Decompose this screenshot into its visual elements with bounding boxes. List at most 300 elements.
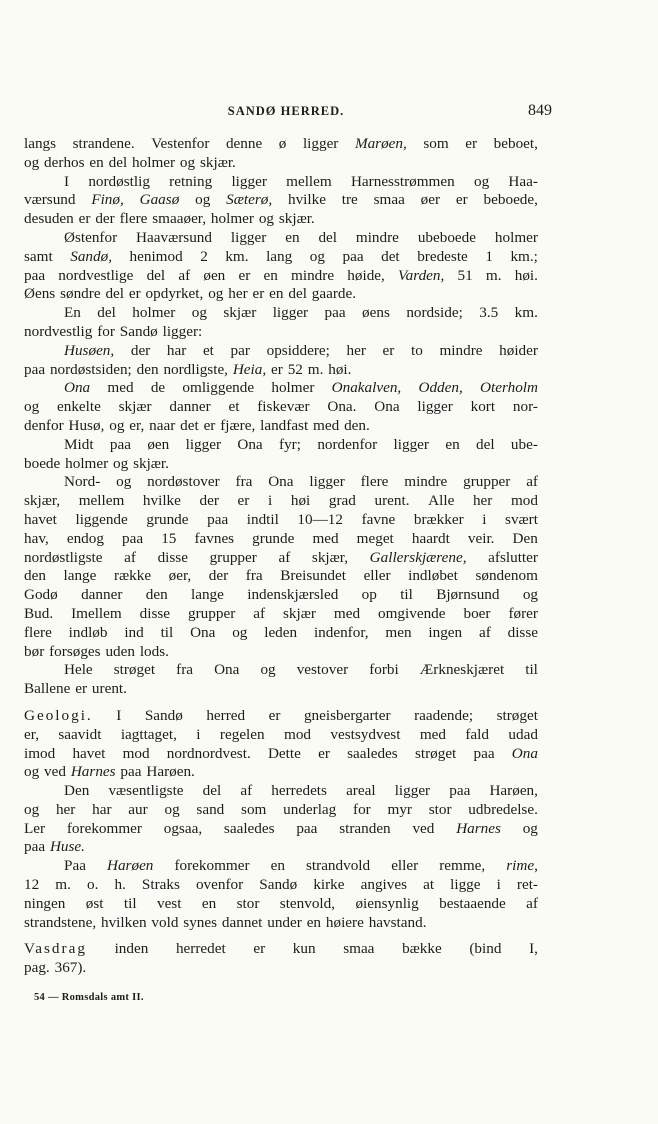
word: Dette	[267, 744, 301, 762]
word: her	[472, 492, 493, 510]
word: urent.	[91, 680, 127, 698]
word: en	[270, 857, 285, 875]
italic-word: Huse.	[49, 838, 85, 856]
word: leden	[264, 623, 298, 641]
word: myr	[387, 800, 412, 818]
word: herred	[206, 706, 246, 724]
word: er	[78, 210, 91, 228]
word: Den	[64, 782, 90, 800]
word: række	[113, 567, 152, 585]
word: er	[382, 341, 395, 359]
word: havet	[24, 510, 57, 528]
word: skjær.	[278, 210, 315, 228]
word: Breisundet	[280, 567, 346, 585]
word: øiensynlig	[355, 894, 419, 912]
text-line	[24, 940, 538, 959]
text-line	[24, 191, 538, 210]
word: paa	[122, 529, 144, 547]
word: holmer	[494, 228, 538, 246]
word: ogsaa,	[163, 819, 203, 837]
word: grupper	[209, 548, 257, 566]
word: nordligste,	[163, 360, 228, 378]
word: ligger	[302, 135, 339, 152]
word: henimod	[129, 247, 183, 265]
word: saaledes	[223, 819, 275, 837]
text-line	[24, 549, 538, 568]
word: flere	[119, 210, 148, 228]
word: og	[522, 586, 538, 604]
word: forbi	[369, 661, 399, 679]
text-line	[24, 726, 538, 745]
word: del	[146, 266, 166, 284]
text-line	[24, 820, 538, 839]
word: 12	[24, 876, 40, 894]
word: ved	[412, 819, 435, 837]
word: 367).	[54, 959, 87, 977]
word: uden	[105, 642, 135, 660]
text-line	[24, 304, 538, 323]
word: hvilke	[287, 191, 326, 209]
text-line	[24, 379, 538, 398]
text-line	[24, 210, 538, 229]
italic-word: Ona	[511, 744, 538, 762]
word: ligger	[231, 172, 267, 190]
text-line	[24, 745, 538, 764]
word: høi.	[328, 360, 352, 378]
word: boede	[24, 454, 61, 472]
word: og	[24, 398, 40, 416]
word: her	[346, 341, 366, 359]
word: ingen	[428, 623, 463, 641]
word: og	[191, 304, 207, 322]
word: er	[253, 940, 266, 958]
word: væsentligste	[108, 782, 184, 800]
text-line	[24, 680, 538, 699]
text-line	[24, 267, 538, 286]
word: del	[108, 153, 128, 171]
italic-word: Gaasø	[139, 191, 180, 209]
text-line	[24, 473, 538, 492]
word: mod	[284, 725, 312, 743]
word: gneisbergarter	[303, 706, 391, 724]
word: indløbet	[408, 567, 458, 585]
word: eller	[363, 567, 391, 585]
word: er	[465, 135, 478, 152]
word: ind	[124, 623, 144, 641]
word: fyr;	[279, 435, 301, 453]
word: Ona	[237, 435, 263, 453]
italic-word: rime,	[506, 857, 538, 875]
word: derhos	[44, 153, 85, 171]
word: af	[240, 782, 253, 800]
word: omliggende	[182, 379, 255, 397]
word: raadende;	[414, 706, 474, 724]
word: vest	[156, 894, 182, 912]
word: men	[385, 623, 412, 641]
text-line	[24, 248, 538, 267]
word: bør	[24, 642, 45, 660]
word: lange	[191, 586, 224, 604]
word: til	[525, 661, 538, 679]
word: forekommer	[66, 819, 142, 837]
word: ligger:	[162, 322, 203, 340]
word: en	[201, 894, 217, 912]
italic-word: Harnes	[456, 819, 501, 837]
word: fjære,	[220, 416, 256, 434]
word: der	[130, 341, 151, 359]
word: paa	[449, 782, 471, 800]
word: Haa-	[508, 172, 538, 190]
word: og	[208, 285, 224, 303]
word: 2	[200, 247, 208, 265]
word: bredeste	[417, 247, 468, 265]
word: En	[64, 304, 81, 322]
word: vold	[151, 913, 179, 931]
word: strøget	[113, 661, 156, 679]
word: favnes	[194, 529, 235, 547]
word: Ærkneskjæret	[419, 661, 505, 679]
word: øer	[420, 191, 441, 209]
word: pag.	[24, 959, 50, 977]
word: en	[445, 435, 460, 453]
word: og	[195, 191, 211, 209]
word: Ballene	[24, 680, 71, 698]
word: (bind	[469, 940, 502, 958]
word: skjær,	[24, 492, 61, 510]
word: grad	[328, 492, 356, 510]
word: I	[116, 706, 122, 724]
word: grupper	[463, 473, 511, 491]
word: hvilke	[142, 492, 181, 510]
word: og	[232, 623, 248, 641]
word: saavidt	[58, 725, 102, 743]
word: herredets	[271, 782, 327, 800]
word: skjær,	[311, 548, 349, 566]
word: denne	[225, 135, 263, 152]
word: m.	[307, 360, 324, 378]
word: under	[267, 913, 302, 931]
word: her	[55, 800, 76, 818]
word: af	[526, 894, 538, 912]
text-line	[24, 398, 538, 417]
word: langs	[24, 135, 57, 152]
word: holmer	[65, 454, 109, 472]
word: skjær	[118, 398, 152, 416]
text-line	[24, 342, 538, 361]
word: er	[237, 492, 250, 510]
word: øer,	[168, 567, 192, 585]
word: ø	[278, 135, 287, 152]
word: ube-	[510, 435, 538, 453]
word: flere	[360, 473, 389, 491]
word: areal	[346, 782, 376, 800]
word: udad	[508, 725, 538, 743]
word: det	[381, 247, 400, 265]
word: Alle	[428, 492, 455, 510]
word: endog	[66, 529, 104, 547]
word: paa	[109, 435, 131, 453]
word: Vestenfor	[151, 135, 210, 152]
word: Nord-	[64, 473, 101, 491]
word: Øens	[24, 285, 56, 303]
word: danner	[169, 398, 211, 416]
word: her	[228, 285, 248, 303]
word: nordside;	[406, 304, 463, 322]
text-line	[24, 586, 538, 605]
word: til	[123, 894, 137, 912]
word: km.;	[510, 247, 538, 265]
word: en	[263, 266, 278, 284]
italic-word: Finø,	[91, 191, 124, 209]
word: grunde	[252, 529, 295, 547]
word: strandstene,	[24, 913, 97, 931]
word: det	[180, 416, 199, 434]
word: strøget	[414, 744, 457, 762]
word: to	[411, 341, 423, 359]
word: og	[116, 473, 132, 491]
word: indenfor,	[313, 623, 369, 641]
text-line	[24, 492, 538, 511]
text-line	[24, 417, 538, 436]
word: Harøen.	[146, 763, 195, 781]
word: beboede,	[483, 191, 538, 209]
word: lods.	[139, 642, 169, 660]
word: paa	[24, 266, 46, 284]
word: for	[353, 800, 371, 818]
word: meget	[356, 529, 394, 547]
word: har	[92, 800, 112, 818]
word: og	[24, 153, 40, 171]
word: den.	[344, 416, 370, 434]
word: del	[105, 285, 124, 303]
word: kun	[292, 940, 316, 958]
word: er,	[129, 416, 145, 434]
word: med	[107, 379, 134, 397]
word: holmer	[132, 304, 176, 322]
word: grupper	[188, 604, 236, 622]
page-number: 849	[528, 102, 552, 119]
word: af	[253, 604, 266, 622]
word: km.	[225, 247, 249, 265]
word: aur	[128, 800, 148, 818]
word: paa	[207, 510, 229, 528]
word: dannet	[221, 913, 263, 931]
word: øen	[147, 435, 170, 453]
word: mod	[510, 492, 538, 510]
text-line	[24, 135, 538, 154]
word: og	[24, 763, 40, 781]
word: Østenfor	[64, 228, 118, 246]
running-title: SANDØ HERRED.	[227, 104, 345, 118]
word: i	[267, 492, 273, 510]
word: naar	[149, 416, 176, 434]
word: havet	[72, 744, 106, 762]
word: favne	[361, 510, 396, 528]
word: eller	[391, 857, 419, 875]
word: angives	[360, 876, 408, 894]
word: hvilken	[100, 913, 147, 931]
word: m.	[55, 876, 71, 894]
word: ligger	[185, 435, 222, 453]
word: Den	[512, 529, 538, 547]
word: Ona	[214, 661, 240, 679]
word: ligger	[417, 398, 453, 416]
word: fiskevær	[257, 398, 310, 416]
spaced-heading-word: Geologi.	[24, 706, 93, 724]
word: øst	[85, 894, 104, 912]
word: holmer	[271, 379, 315, 397]
text-line	[24, 624, 538, 643]
word: mindre	[439, 341, 483, 359]
word: nordenfor	[317, 435, 378, 453]
italic-word: Harnes	[70, 763, 116, 781]
word: vestover	[296, 661, 349, 679]
word: nordøstlig	[88, 172, 150, 190]
word: landfast	[260, 416, 309, 434]
word: Sandø	[119, 322, 158, 340]
word: til	[400, 586, 413, 604]
italic-word: Husøen,	[64, 341, 115, 359]
word: nordvestlig	[24, 322, 93, 340]
word: urent.	[374, 492, 410, 510]
word: for	[97, 322, 115, 340]
word: Ona	[268, 473, 294, 491]
italic-word: Heia,	[232, 360, 267, 378]
word: paa	[24, 838, 46, 856]
text-line	[24, 567, 538, 586]
word: veir.	[467, 529, 495, 547]
word: 15	[161, 529, 177, 547]
word: smaa	[343, 940, 375, 958]
word: strandvold	[306, 857, 371, 875]
word: er	[252, 285, 265, 303]
word: omgivende	[378, 604, 446, 622]
word: afslutter	[488, 548, 538, 566]
text-line	[24, 857, 538, 876]
word: Midt	[64, 435, 94, 453]
word: øens	[362, 304, 390, 322]
word: nor-	[512, 398, 538, 416]
word: med	[419, 725, 446, 743]
word: Godø	[24, 586, 58, 604]
text-line	[24, 876, 538, 895]
word: Ler	[24, 819, 46, 837]
word: ret-	[516, 876, 538, 894]
text-line	[24, 323, 538, 342]
word: som	[241, 800, 267, 818]
word: I	[64, 172, 70, 190]
word: liggende	[75, 510, 128, 528]
word: disse	[157, 548, 188, 566]
word: indløb	[68, 623, 108, 641]
word: mellem	[78, 492, 125, 510]
word: en	[306, 913, 322, 931]
word: paa	[296, 819, 318, 837]
word: og	[113, 454, 129, 472]
word: forekommer	[174, 857, 250, 875]
word: hav,	[24, 529, 49, 547]
word: tre	[341, 191, 358, 209]
word: Husø,	[68, 416, 105, 434]
word: høi	[290, 492, 311, 510]
word: til	[160, 623, 174, 641]
text-line	[24, 605, 538, 624]
word: mindre	[404, 473, 448, 491]
word: er	[75, 680, 88, 698]
word: ligger	[394, 782, 431, 800]
italic-word: Onakalven,	[331, 379, 402, 397]
word: at	[423, 876, 435, 894]
word: smaa	[373, 191, 405, 209]
word: paa	[342, 247, 364, 265]
word: høide,	[347, 266, 385, 284]
word: h.	[114, 876, 126, 894]
word: og	[473, 172, 490, 190]
word: de	[150, 379, 166, 397]
word: paa	[324, 304, 346, 322]
word: og	[24, 800, 40, 818]
word: mod	[122, 744, 150, 762]
word: Bjørnsund	[436, 586, 500, 604]
word: stranden	[339, 819, 391, 837]
word: retning	[169, 172, 213, 190]
word: nordvestlige	[58, 266, 134, 284]
word: flere	[24, 623, 52, 641]
word: med	[333, 604, 361, 622]
word: mindre	[291, 266, 335, 284]
text-line	[24, 173, 538, 192]
word: haardt	[411, 529, 450, 547]
word: indenskjærsled	[247, 586, 339, 604]
text-line	[24, 782, 538, 801]
word: den	[24, 567, 46, 585]
word: høider	[499, 341, 538, 359]
word: iagttaget,	[120, 725, 177, 743]
word: er	[455, 191, 468, 209]
word: bække	[402, 940, 442, 958]
word: lange	[63, 567, 97, 585]
text-line	[24, 436, 538, 455]
text-line	[24, 154, 538, 173]
text-line	[24, 643, 538, 662]
word: denfor	[24, 416, 64, 434]
word: Ona	[374, 398, 400, 416]
word: i	[496, 876, 501, 894]
text-line	[24, 661, 538, 680]
word: udbredelse.	[468, 800, 538, 818]
text-line	[24, 511, 538, 530]
word: ligger	[309, 473, 345, 491]
text-line	[24, 838, 538, 857]
word: Ona	[190, 623, 216, 641]
word: ovenfor	[195, 876, 244, 894]
word: den	[136, 360, 159, 378]
word: imod	[24, 744, 56, 762]
page-header	[20, 102, 552, 124]
word: 10—12	[297, 510, 343, 528]
word: km.	[514, 304, 538, 322]
word: grunde	[146, 510, 189, 528]
word: smaaøer,	[152, 210, 207, 228]
word: strøget	[496, 706, 538, 724]
word: svært	[505, 510, 538, 528]
word: af	[478, 623, 491, 641]
word: o.	[86, 876, 99, 894]
word: skjær.	[133, 454, 169, 472]
word: paa	[24, 360, 46, 378]
text-line	[24, 707, 538, 726]
text-line	[24, 801, 538, 820]
